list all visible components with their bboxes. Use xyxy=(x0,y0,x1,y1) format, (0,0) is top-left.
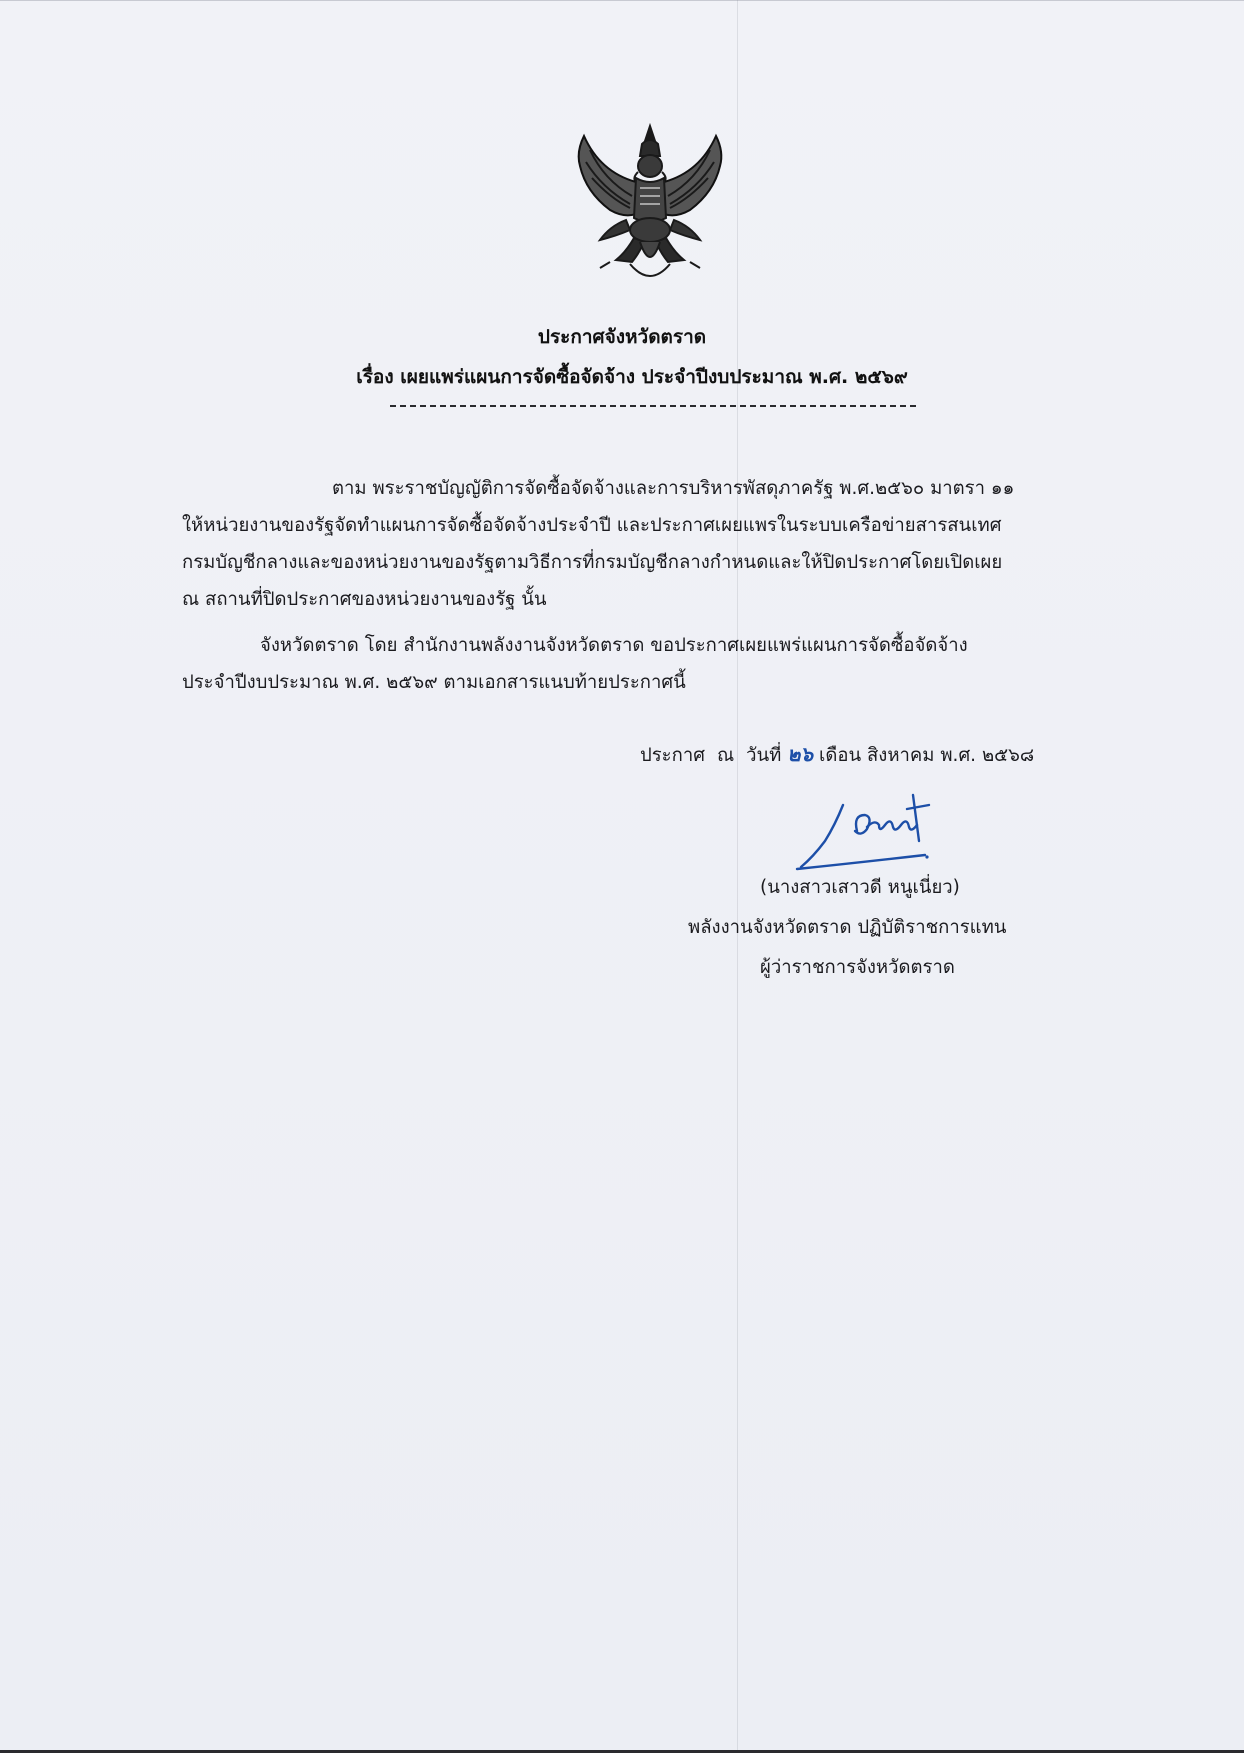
dateline-na: ณ xyxy=(716,745,735,766)
scan-top-edge xyxy=(0,0,1244,1)
announcement-subject: เรื่อง เผยแพร่แผนการจัดซื้อจัดจ้าง ประจำปีงบประมาณ พ.ศ. ๒๕๖๙ xyxy=(356,366,908,388)
paragraph-2-line-1: จังหวัดตราด โดย สำนักงานพลังงานจังหวัดตราด ขอประกาศเผยแพร่แผนการจัดซื้อจัดจ้าง xyxy=(260,635,968,656)
paper-fold-line xyxy=(737,0,738,1753)
signatory-name: (นางสาวเสาวดี หนูเนี่ยว) xyxy=(760,877,960,898)
signatory-authority: ผู้ว่าราชการจังหวัดตราด xyxy=(760,957,955,978)
dashed-divider xyxy=(390,405,916,407)
paragraph-1-line-3: กรมบัญชีกลางและของหน่วยงานของรัฐตามวิธีการที่กรมบัญชีกลางกำหนดและให้ปิดประกาศโดยเปิดเผย xyxy=(182,552,1003,573)
announcement-dateline xyxy=(640,738,1034,770)
body-paragraph-1 xyxy=(182,470,1130,618)
dateline-month-year: เดือน สิงหาคม พ.ศ. ๒๕๖๘ xyxy=(819,745,1035,766)
paragraph-1-line-1: ตาม พระราชบัญญัติการจัดซื้อจัดจ้างและการบริหารพัสดุภาครัฐ พ.ศ.๒๕๖๐ มาตรา ๑๑ xyxy=(332,478,1015,499)
paragraph-1-line-2: ให้หน่วยงานของรัฐจัดทำแผนการจัดซื้อจัดจ้างประจำปี และประกาศเผยแพรในระบบเครือข่ายสารสนเทศ xyxy=(182,515,1002,536)
dateline-day-handwritten: ๒๖ xyxy=(787,742,814,766)
announcement-title: ประกาศจังหวัดตราด xyxy=(537,326,707,348)
body-paragraph-2 xyxy=(182,627,1130,701)
paragraph-1-line-4: ณ สถานที่ปิดประกาศของหน่วยงานของรัฐ นั้น xyxy=(182,589,547,610)
dateline-day-label: วันที่ xyxy=(746,745,782,766)
signatory-position: พลังงานจังหวัดตราด ปฏิบัติราชการแทน xyxy=(688,917,1007,938)
paragraph-2-line-2: ประจำปีงบประมาณ พ.ศ. ๒๕๖๙ ตามเอกสารแนบท้ายประกาศนี้ xyxy=(182,672,686,693)
handwritten-signature-icon xyxy=(795,785,995,885)
garuda-emblem-icon xyxy=(570,122,730,290)
dateline-prefix: ประกาศ xyxy=(640,745,705,766)
